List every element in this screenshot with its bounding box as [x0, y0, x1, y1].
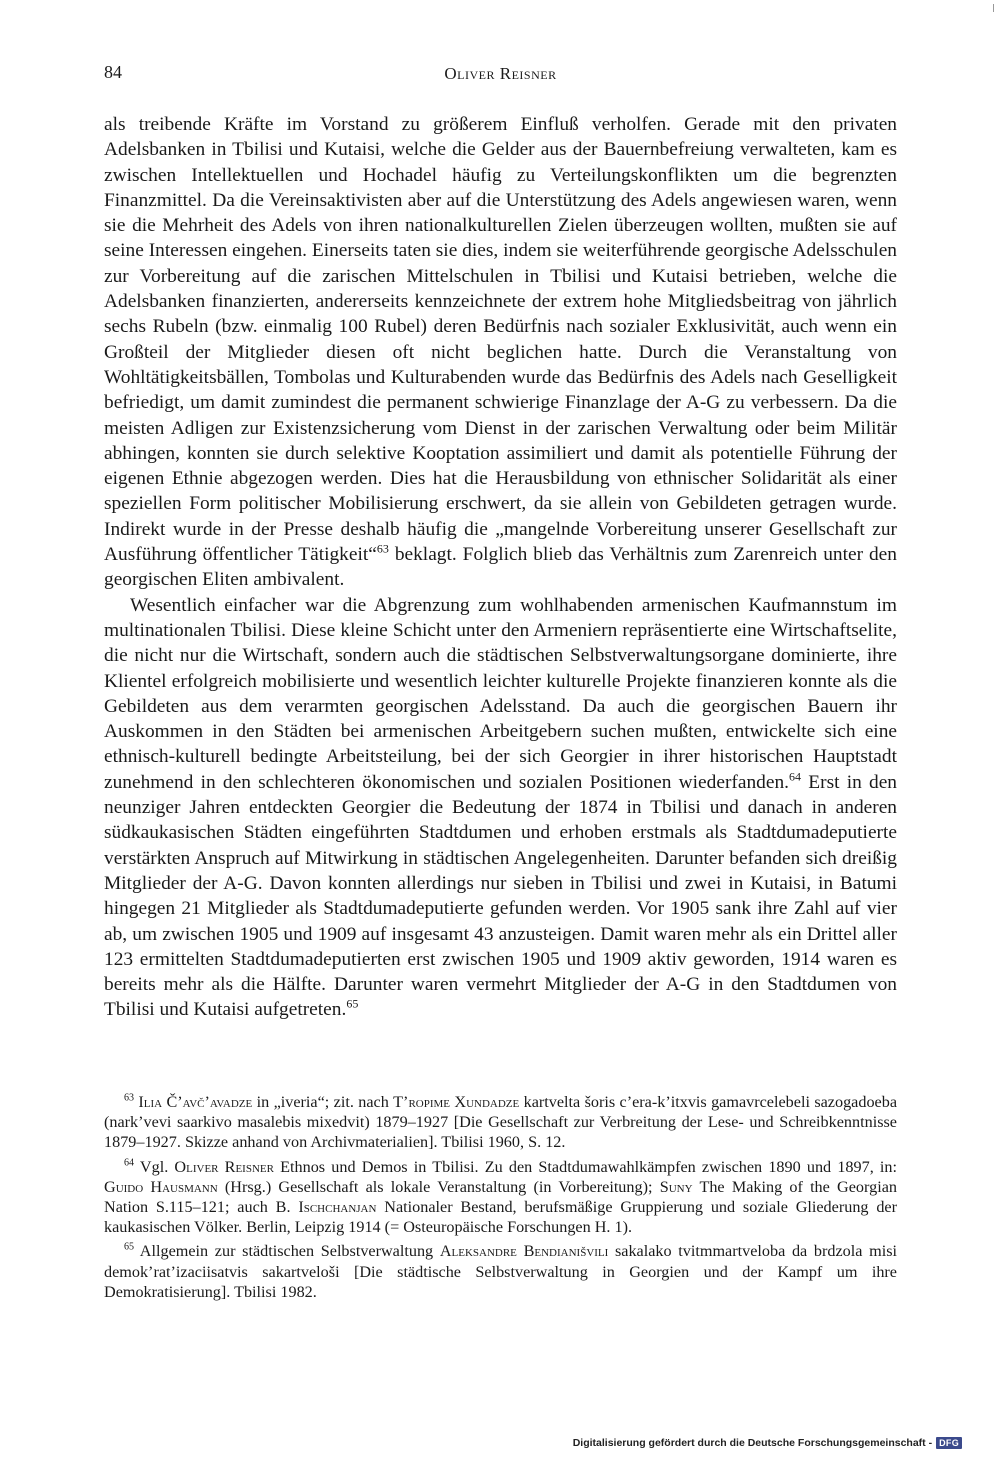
paragraph-1: als treibende Kräfte im Vorstand zu größerem Einfluß verholfen. Gerade mit den privaten Adelsbanken in Tbilisi und Kutaisi, welche die Gelder aus der Bauernbefreiung verwalteten, kam es zwischen Intellektuellen und Hochadel häufig zu Verteilungskonflikten um die begrenzten Finanzmittel. Da die Vereinsaktivisten aber auf die Unterstützung des Adels angewiesen waren, wenn sie die Mehrheit des Adels von ihren nationalkulturellen Zielen überzeugen wollten, mußten sie auf seine Interessen eingehen. Einerseits taten sie dies, indem sie weiterführende georgische Adelsschulen zur Vorbereitung auf die zarischen Mittelschulen in Tbilisi und Kutaisi betrieben, welche die Adelsbanken finanzierten, andererseits kennzeichnete der extrem hohe Mitgliedsbeitrag von jährlich sechs Rubeln (bzw. einmalig 100 Rubel) deren Bedürfnis nach sozialer Exklusivität, auch wenn ein Großteil der Mitglieder diesen oft nicht beglichen hatte. Durch die Veranstaltung von Wohltätigkeitsbällen, Tombolas und Kulturabenden wurde das Bedürfnis des Adels nach Geselligkeit befriedigt, um damit zumindest die permanent schwierige Finanzlage der A-G zu verbessern. Da die meisten Adligen zur Existenzsicherung vom Dienst in der zarischen Verwaltung oder beim Militär abhingen, konnten sie durch selektive Kooptation assimiliert und damit als potentielle Führung der eigenen Ethnie abgezogen werden. Dies hat die Herausbildung von ethnischer Solidarität als einer speziellen Form politischer Mobilisierung erschwert, da sie allein von Gebildeten getragen wurde. Indirekt wurde in der Presse deshalb häufig die „mangelnde Vorbereitung unserer Gesellschaft zur Ausführung öffentlicher Tätigkeit“$^{63}$ beklagt. Folglich blieb das Verhältnis zum Zarenreich unter den georgischen Eliten ambivalent. [104, 114, 897, 591]
paragraph-2: Wesentlich einfacher war die Abgrenzung zum wohlhabenden armenischen Kaufmannstum im multinationalen Tbilisi. Diese kleine Schicht unter den Armeniern repräsentierte eine Wirtschaftselite, die nicht nur die Wirtschaft, sondern auch die städtischen Selbstverwaltungsorgane dominierte, ihre Klientel erfolgreich mobilisierte und wesentlich leichter kulturelle Projekte finanzieren konnte als die Gebildeten aus dem verarmten georgischen Adelsstand. Da auch die georgischen Bauern ihr Auskommen in den Städten bei armenischen Arbeitgebern suchen mußten, entwickelte sich eine ethnisch-kulturell bedingte Arbeitsteilung, bei der sich Georgier in ihrer historischen Hauptstadt zunehmend in den schlechteren ökonomischen und sozialen Positionen wiederfanden.$^{64}$ Erst in den neunziger Jahren entdeckten Georgier die Bedeutung der 1874 in Tbilisi und danach in anderen südkaukasischen Städten eingeführten Stadtdumen und erhoben erstmals als Stadtdumadeputierte verstärkten Anspruch auf Mitwirkung in städtischen Angelegenheiten. Darunter befanden sich dreißig Mitglieder der A-G. Davon konnten allerdings nur sieben in Tbilisi und zwei in Kutaisi, in Batumi hingegen 21 Mitglieder als Stadtdumadeputierte gefunden werden. Vor 1905 sank ihre Zahl auf vier ab, um zwischen 1905 und 1909 auf insgesamt 43 anzusteigen. Damit waren mehr als ein Drittel aller 123 ermittelten Stadtdumadeputierten erst zwischen 1905 und 1909 aktiv geworden, 1914 waren es bereits mehr als die Hälfte. Darunter waren vermehrt Mitglieder der A-G in den Stadtdumen von Tbilisi und Kutaisi aufgetreten.$^{65}$ [104, 594, 898, 1021]
footnote-65: $^{65}$ Allgemein zur städtischen Selbstverwaltung Aleksandre Bendianišvili sakalako tvitmmartveloba da brdzola misi demok’rat’izaciisatvis sakartveloši [Die städtische Selbstverwaltung in Georgien und der Kampf um ihre Demokratisierung]. Tbilisi 1982. [104, 1242, 897, 1301]
page-header [104, 62, 897, 88]
footnotes [104, 1092, 897, 1306]
author-name: B. Ischchanjan [275, 1198, 377, 1217]
scan-corner-mark [993, 4, 994, 12]
author-name: Suny [659, 1177, 693, 1196]
footnote-mark: 63 [124, 1092, 135, 1104]
author-name: Guido Hausmann [104, 1177, 218, 1196]
author-name: Ilia Č’avč’avadze [138, 1093, 253, 1111]
digitization-credit [573, 1437, 962, 1449]
footnote-mark: 64 [789, 769, 802, 784]
running-head: Oliver Reisner [444, 64, 557, 83]
credit-text: Digitalisierung gefördert durch die Deutsche Forschungsgemeinschaft - [572, 1437, 933, 1449]
author-name: Oliver Reisner [174, 1157, 274, 1176]
dfg-logo-icon: DFG [936, 1437, 962, 1449]
footnote-64: $^{64}$ Vgl. Oliver Reisner Ethnos und Demos in Tbilisi. Zu den Stadtdumawahlkämpfen zwischen 1890 und 1897, in: Guido Hausmann (Hrsg.) Gesellschaft als lokale Veranstaltung (in Vorbereitung); Suny The Making of the Georgian Nation S.115–121; auch B. Ischchanjan Nationaler Bestand, berufsmäßige Gruppierung und soziale Gliederung der kaukasischen Völker. Berlin, Leipzig 1914 (= Osteuropäische Forschungen H. 1). [104, 1157, 898, 1237]
footnote-mark: 63 [376, 541, 389, 556]
footnote-mark: 65 [346, 996, 359, 1011]
page-number: 84 [104, 62, 122, 82]
main-text [104, 112, 897, 1023]
footnote-mark: 65 [124, 1242, 135, 1254]
footnote-mark: 64 [124, 1157, 135, 1169]
footnote-63: $^{63}$ Ilia Č’avč’avadze in „iveria“; zit. nach T’ropime Xundadze kartvelta šoris c’era-k’itxvis gamavrcelebeli sazogadoeba (nark’vevi saarkivo masalebis mixedvit) 1879–1927 [Die Gesellschaft zur Verbreitung der Lese- und Schreibkenntnisse 1879–1927. Skizze anhand von Archivmaterialien]. Tbilisi 1960, S. 12. [104, 1092, 898, 1152]
author-name: T’ropime Xundadze [393, 1093, 520, 1111]
author-name: Aleksandre Bendianišvili [439, 1242, 609, 1261]
